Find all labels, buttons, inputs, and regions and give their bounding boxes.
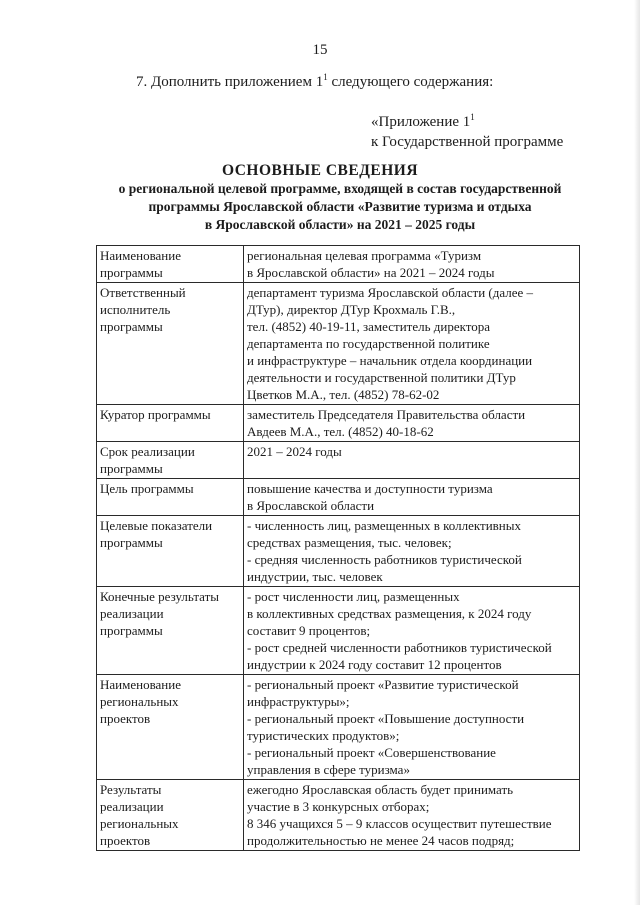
row-label-line: программы	[100, 461, 163, 476]
row-value-cell	[244, 405, 580, 442]
row-value-line: участие в 3 конкурсных отборах;	[247, 799, 430, 814]
instruction-text: 7. Дополнить приложением 1	[136, 74, 324, 90]
row-value-line: туристических продуктов»;	[247, 728, 400, 743]
row-label-line: проектов	[100, 711, 151, 726]
scan-edge-shadow	[634, 0, 640, 905]
amendment-instruction	[136, 74, 493, 91]
table-row	[97, 675, 580, 780]
subtitle-line: в Ярославской области» на 2021 – 2025 годы	[204, 217, 476, 232]
row-label-line: Срок реализации	[100, 444, 195, 459]
row-label-line: Целевые показатели	[100, 518, 213, 533]
row-value-line: Авдеев М.А., тел. (4852) 40-18-62	[247, 424, 434, 439]
row-value-cell	[244, 587, 580, 675]
row-label-cell	[97, 780, 244, 851]
row-value-line: - региональный проект «Развитие туристической	[247, 677, 519, 692]
row-label-line: Куратор программы	[100, 407, 211, 422]
row-label-line: исполнитель	[100, 302, 171, 317]
row-value-cell	[244, 479, 580, 516]
row-value-line: деятельности и государственной политики ДТур	[247, 370, 516, 385]
row-label-line: Цель программы	[100, 481, 194, 496]
row-value-line: заместитель Председателя Правительства области	[247, 407, 526, 422]
row-value-line: - рост численности лиц, размещенных	[247, 589, 460, 604]
row-value-line: - численность лиц, размещенных в коллективных	[247, 518, 521, 533]
table-row	[97, 405, 580, 442]
row-value-line: в коллективных средствах размещения, к 2024 году	[247, 606, 532, 621]
row-label-cell	[97, 675, 244, 780]
row-value-line: инфраструктуры»;	[247, 694, 350, 709]
row-label-line: Результаты	[100, 782, 162, 797]
appendix-mark	[371, 112, 563, 152]
table-row	[97, 780, 580, 851]
row-value-line: в Ярославской области	[247, 498, 375, 513]
row-value-cell	[244, 780, 580, 851]
row-value-line: департамента по государственной политике	[247, 336, 490, 351]
instruction-superscript: 1	[323, 72, 328, 82]
row-value-cell	[244, 675, 580, 780]
row-label-line: региональных	[100, 694, 179, 709]
program-info-table	[96, 245, 580, 851]
row-label-line: программы	[100, 265, 163, 280]
row-label-line: Наименование	[100, 248, 181, 263]
row-label-cell	[97, 479, 244, 516]
row-value-line: продолжительностью не менее 24 часов подряд;	[247, 833, 515, 848]
document-subtitle	[60, 180, 620, 234]
row-value-line: повышение качества и доступности туризма	[247, 481, 493, 496]
row-label-line: реализации	[100, 606, 164, 621]
subtitle-line: программы Ярославской области «Развитие туризма и отдыха	[148, 199, 532, 214]
table-row	[97, 442, 580, 479]
row-value-cell	[244, 283, 580, 405]
row-value-cell	[244, 246, 580, 283]
appendix-mark-line-1	[371, 112, 563, 132]
row-value-cell	[244, 442, 580, 479]
row-value-line: управления в сфере туризма»	[247, 762, 410, 777]
appendix-superscript: 1	[470, 112, 475, 122]
appendix-label: «Приложение 1	[371, 114, 471, 130]
table-row	[97, 516, 580, 587]
instruction-text-end: следующего содержания:	[327, 74, 494, 90]
appendix-mark-line-2: к Государственной программе	[371, 134, 564, 150]
page-number: 15	[312, 42, 328, 58]
row-value-line: департамент туризма Ярославской области (далее –	[247, 285, 534, 300]
row-value-line: региональная целевая программа «Туризм	[247, 248, 482, 263]
row-value-line: в Ярославской области» на 2021 – 2024 годы	[247, 265, 495, 280]
row-value-line: - рост средней численности работников туристической	[247, 640, 552, 655]
row-value-line: составит 9 процентов;	[247, 623, 371, 638]
row-value-line: Цветков М.А., тел. (4852) 78-62-02	[247, 387, 440, 402]
row-label-line: программы	[100, 623, 163, 638]
document-title: ОСНОВНЫЕ СВЕДЕНИЯ	[221, 162, 419, 179]
row-value-line: 2021 – 2024 годы	[247, 444, 342, 459]
row-label-cell	[97, 587, 244, 675]
row-value-line: - средняя численность работников туристической	[247, 552, 522, 567]
table-row	[97, 587, 580, 675]
row-label-cell	[97, 516, 244, 587]
row-label-line: Наименование	[100, 677, 181, 692]
row-value-line: индустрии, тыс. человек	[247, 569, 383, 584]
row-value-line: и инфраструктуре – начальник отдела координации	[247, 353, 533, 368]
table-row	[97, 283, 580, 405]
table-row	[97, 246, 580, 283]
row-label-line: программы	[100, 535, 163, 550]
row-value-cell	[244, 516, 580, 587]
row-label-line: региональных	[100, 816, 179, 831]
row-value-line: тел. (4852) 40-19-11, заместитель директора	[247, 319, 491, 334]
row-label-cell	[97, 246, 244, 283]
row-value-line: ежегодно Ярославская область будет принимать	[247, 782, 514, 797]
row-value-line: - региональный проект «Повышение доступности	[247, 711, 525, 726]
program-info-table-body	[97, 246, 580, 851]
row-label-line: реализации	[100, 799, 164, 814]
row-value-line: 8 346 учащихся 5 – 9 классов осуществит путешествие	[247, 816, 552, 831]
row-label-cell	[97, 442, 244, 479]
row-label-line: Ответственный	[100, 285, 186, 300]
row-value-line: индустрии к 2024 году составит 12 процентов	[247, 657, 502, 672]
subtitle-line: о региональной целевой программе, входящей в состав государственной	[118, 181, 562, 196]
row-value-line: - региональный проект «Совершенствование	[247, 745, 496, 760]
row-label-line: проектов	[100, 833, 151, 848]
row-label-cell	[97, 283, 244, 405]
row-label-line: Конечные результаты	[100, 589, 220, 604]
table-row	[97, 479, 580, 516]
row-value-line: средствах размещения, тыс. человек;	[247, 535, 452, 550]
row-label-line: программы	[100, 319, 163, 334]
row-value-line: ДТур), директор ДТур Крохмаль Г.В.,	[247, 302, 456, 317]
row-label-cell	[97, 405, 244, 442]
